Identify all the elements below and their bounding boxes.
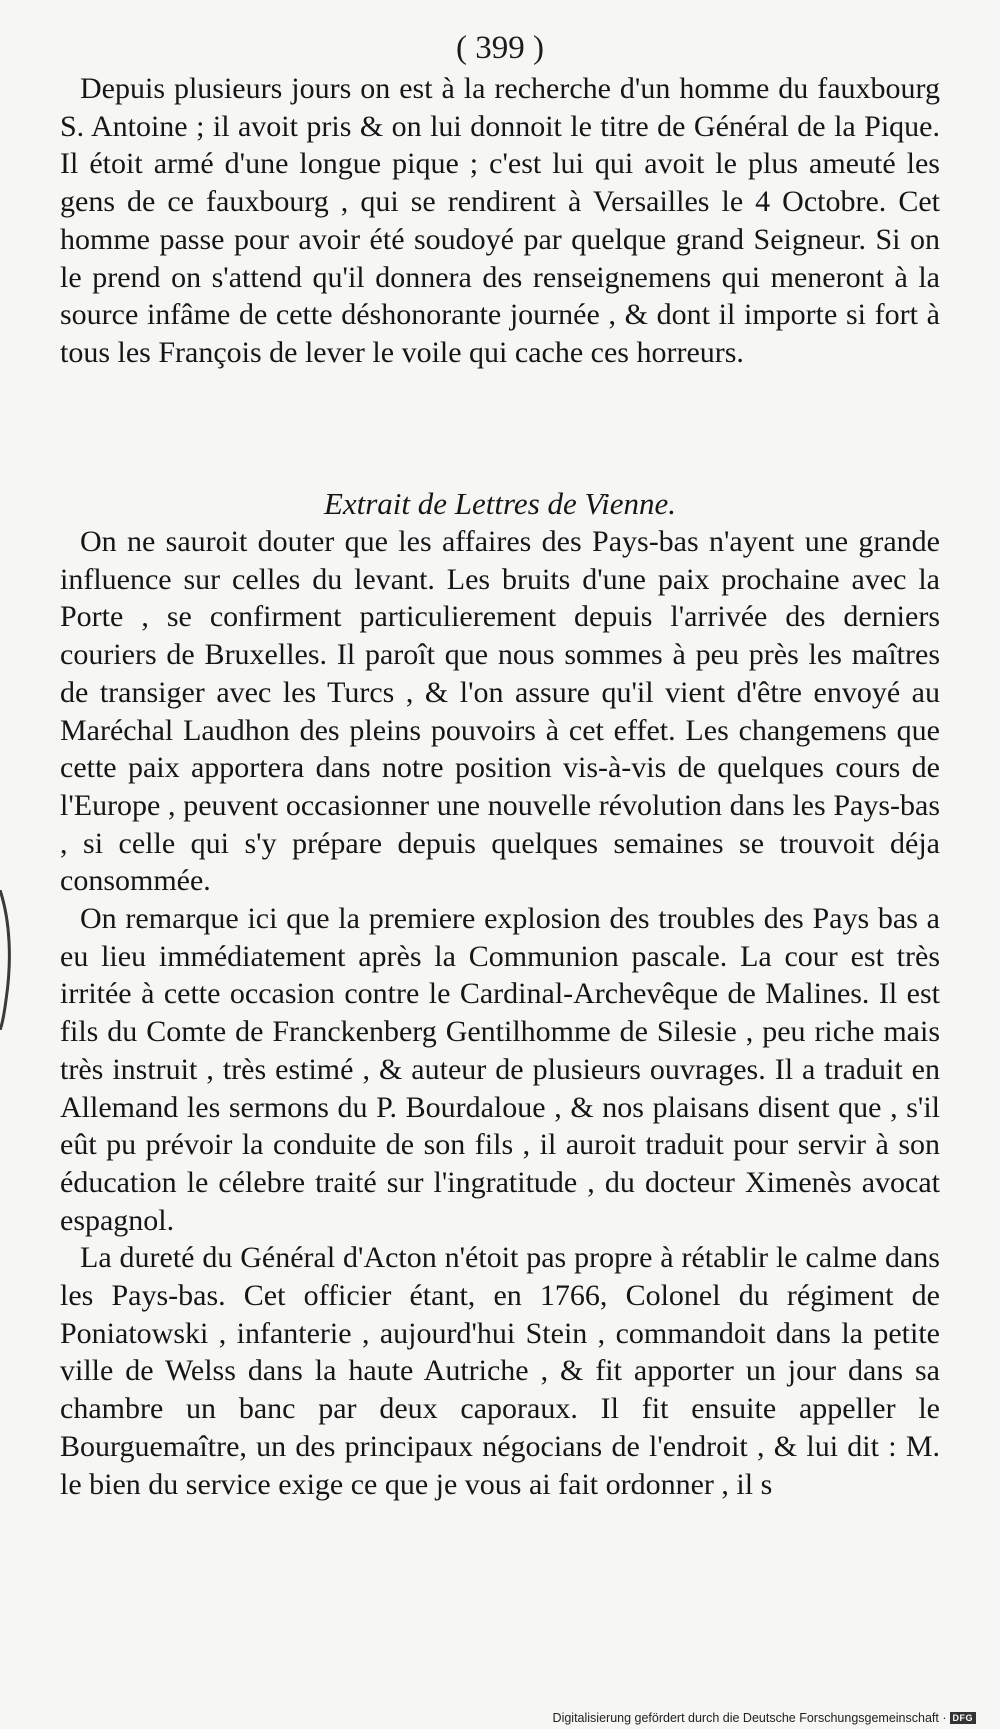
article-body-vienne <box>60 523 940 1683</box>
paragraph-3-text: On remarque ici que la premiere explosion des troubles des Pays bas a eu lieu immédiatement après la Communion pascale. La cour est très irritée à cette occasion contre le Cardinal-Archevêque de Malines. Il est fils du Comte de Franckenberg Gentilhomme de Silesie , peu riche mais très instruit , très estimé , & auteur de plusieurs ouvrages. Il a traduit en Allemand les sermons du P. Bourdaloue , & nos plaisans disent que , s'il eût pu prévoir la conduite de son fils , il auroit traduit pour servir à son éducation le célebre traité sur l'ingratitude , du docteur Ximenès avocat espagnol. <box>60 902 940 1237</box>
paragraph-1-text: Depuis plusieurs jours on est à la recherche d'un homme du fauxbourg S. Antoine ; il avoit pris & on lui donnoit le titre de Général de la Pique. Il étoit armé d'une longue pique ; c'est lui qui avoit le plus ameuté les gens de ce fauxbourg , qui se rendirent à Versailles le 4 Octobre. Cet homme passe pour avoir été soudoyé par quelque grand Seigneur. Si on le prend on s'attend qu'il donnera des renseignemens qui meneront à la source infâme de cette déshonorante journée , & dont il importe si fort à tous les François de lever le voile qui cache ces horreurs. <box>60 72 940 369</box>
dfg-logo-icon: DFG <box>950 1712 977 1724</box>
paragraph-2-text: On ne sauroit douter que les affaires des Pays-bas n'ayent une grande influence sur celles du levant. Les bruits d'une paix prochaine avec la Porte , se confirment particulierement depuis l'arrivée des derniers couriers de Bruxelles. Il paroît que nous sommes à peu près les maîtres de transiger avec les Turcs , & l'on assure qu'il vient d'être envoyé au Maréchal Laudhon des pleins pouvoirs à cet effet. Les changemens que cette paix apportera dans notre position vis-à-vis de quelques cours de l'Europe , peuvent occasionner une nouvelle révolution dans les Pays-bas , si celle qui s'y prépare depuis quelques semaines se trouvoit déja consommée. <box>60 525 940 898</box>
footer-text: Digitalisierung gefördert durch die Deutsche Forschungsgemeinschaft · <box>552 1711 947 1725</box>
page-number: ( 399 ) <box>456 30 544 66</box>
digitization-footer <box>553 1711 976 1725</box>
article-paragraph-fauxbourg <box>60 70 940 450</box>
section-heading-vienne: Extrait de Lettres de Vienne. <box>323 486 677 521</box>
binding-edge-mark <box>0 890 14 1030</box>
paragraph-4-text: La dureté du Général d'Acton n'étoit pas propre à rétablir le calme dans les Pays-bas. Cet officier étant, en 1766, Colonel du régiment de Poniatowski , infanterie , aujourd'hui Stein , commandoit dans la petite ville de Welss dans la haute Autriche , & fit apporter un jour dans sa chambre un banc par deux caporaux. Il fit ensuite appeller le Bourguemaître, un des principaux négocians de l'endroit , & lui dit : M. le bien du service exige ce que je vous ai fait ordonner , il s <box>60 1241 940 1501</box>
